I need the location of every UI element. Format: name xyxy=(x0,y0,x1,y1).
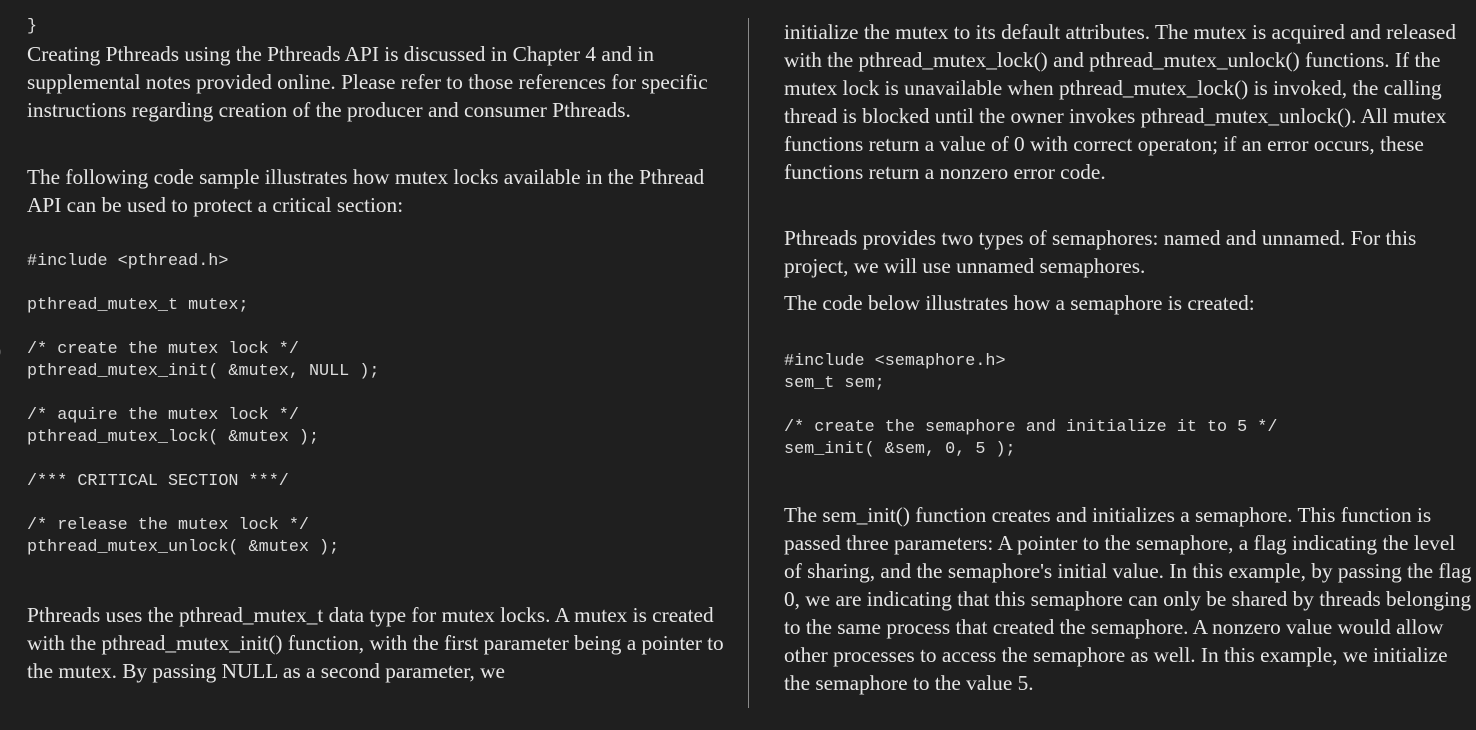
code-line: sem_t sem; xyxy=(784,374,885,393)
paragraph-semaphore-intro: The code below illustrates how a semaphore is created: xyxy=(784,291,1255,315)
code-line: pthread_mutex_t mutex; xyxy=(27,296,249,315)
paragraph-mutex-type: Pthreads uses the pthread_mutex_t data type for mutex locks. A mutex is created with the pthread_mutex_init() function, with the first parameter being a pointer to the mutex. By passing NULL as a second parameter, we xyxy=(27,603,724,683)
code-line: pthread_mutex_lock( &mutex ); xyxy=(27,428,320,447)
code-line: #include <pthread.h> xyxy=(27,252,229,271)
code-comment: /*** CRITICAL SECTION ***/ xyxy=(27,472,289,491)
closing-brace: } xyxy=(27,17,38,36)
code-line: pthread_mutex_init( &mutex, NULL ); xyxy=(27,362,380,381)
code-comment: /* aquire the mutex lock */ xyxy=(27,406,299,425)
gutter-marker xyxy=(0,343,1,361)
code-line: pthread_mutex_unlock( &mutex ); xyxy=(27,538,340,557)
code-comment: /* release the mutex lock */ xyxy=(27,516,309,535)
paragraph-creating-pthreads: Creating Pthreads using the Pthreads API is discussed in Chapter 4 and in supplemental notes provided online. Please refer to those references for specific instructions regarding creation of the producer and consumer Pthreads. xyxy=(27,42,708,122)
paragraph-sem-init: The sem_init() function creates and initializes a semaphore. This function is passed three parameters: A pointer to the semaphore, a flag indicating the level of sharing, and the semaphore's initial value. In this example, by passing the flag 0, we are indicating that this semaphore can only be shared by threads belonging to the same process that created the semaphore. A nonzero value would allow other processes to access the semaphore as well. In this example, we initialize the semaphore to the value 5. xyxy=(784,503,1472,695)
mutex-code-block xyxy=(27,251,379,559)
code-line: #include <semaphore.h> xyxy=(784,352,1006,371)
paragraph-mutex-attributes: initialize the mutex to its default attributes. The mutex is acquired and released with the pthread_mutex_lock() and pthread_mutex_unlock() functions. If the mutex lock is unavailable when pthread_mutex_lock() is invoked, the calling thread is blocked until the owner invokes pthread_mutex_unlock(). All mutex functions return a value of 0 with correct operaton; if an error occurs, these functions return a nonzero error code. xyxy=(784,20,1457,184)
paragraph-mutex-intro: The following code sample illustrates how mutex locks available in the Pthread API can be used to protect a critical section: xyxy=(27,165,705,217)
paragraph-semaphore-types: Pthreads provides two types of semaphores: named and unnamed. For this project, we will use unnamed semaphores. xyxy=(784,226,1417,278)
semaphore-code-block xyxy=(784,351,1277,461)
code-comment: /* create the mutex lock */ xyxy=(27,340,299,359)
code-line: sem_init( &sem, 0, 5 ); xyxy=(784,440,1016,459)
column-divider xyxy=(748,18,749,708)
code-comment: /* create the semaphore and initialize it to 5 */ xyxy=(784,418,1278,437)
